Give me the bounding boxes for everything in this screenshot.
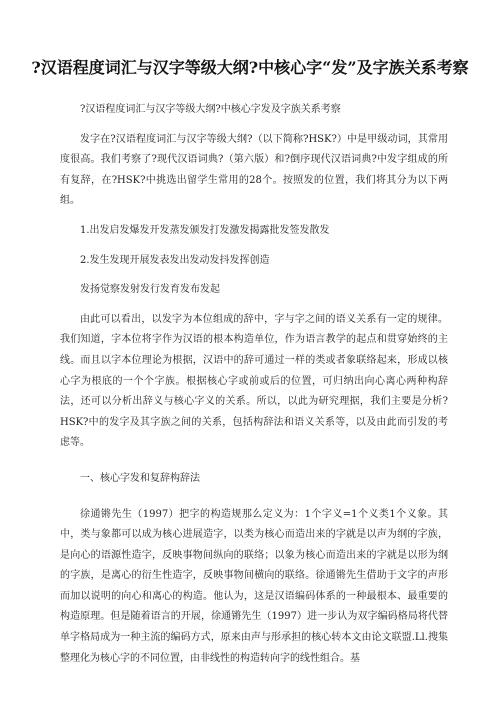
section-heading: 一、核心字发和复辞构辞法 (80, 472, 200, 484)
word-group-extra: 发扬觉察发射发行发育发布发起 (80, 284, 220, 296)
section-paragraph: 徐通锵先生（1997）把字的构造规那么定义为：1个字义=1个义类1个义象。其中，类与象都可以成为核心进展造字，以类为核心而造出来的字就是以声为纲的字族，是向心的语源性造字，反映事物间纵向的联络；以象为核心而造出来的字就是以形为纲的字族，是离心的衍生性造字，反映事物间横向的联络。徐通锵先生借助于文字的声形而加以说明的向心和离心的构造。他认为，这是汉语编码体系的一种最根本、最重要的构造原理。但是随着语言的开展，徐通锵先生（1997）进一步认为双字编码格局将代替单字格局成为一种主流的编码方式，原来由声与形承担的核心转本文由论文联盟.Ll.搜集整理化为核心字的不同位置，由非线性的构造转向字的线性组合。基 (60, 508, 448, 664)
word-group-1: 1.出发启发爆发开发蒸发颁发打发激发揭露批发签发散发 (80, 224, 330, 236)
intro-paragraph: 发字在?汉语程度词汇与汉字等级大纲?（以下简称?HSK?）中是甲级动词，其常用度很高。我们考察了?现代汉语词典?（第六版）和?倒序现代汉语词典?中发字组成的所有复辞，在?HSK?中挑选出留学生常用的28个。按照发的位置，我们将其分为以下两组。 (60, 133, 448, 207)
word-group-2: 2.发生发现开展发表发出发动发抖发挥创造 (80, 254, 270, 266)
document-title: ?汉语程度词汇与汉字等级大纲?中核心字“发”及字族关系考察 (31, 58, 469, 77)
document-subtitle: ?汉语程度词汇与汉字等级大纲?中核心字发及字族关系考察 (80, 104, 341, 115)
analysis-paragraph: 由此可以看出，以发字为本位组成的辞中，字与字之间的语义关系有一定的规律。我们知道，字本位将字作为汉语的根本构造单位，作为语言教学的起点和贯穿始终的主线。而且以字本位理论为根据，汉语中的辞可通过一样的类或者象联络起来，形成以核心字为根底的一个个字族。根据核心字或前或后的位置，可归纳出向心离心两种构辞法，还可以分析出辞义与核心字义的关系。所以，以此为研究理据，我们主要是分析?HSK?中的发字及其字族之间的关系，包括构辞法和语义关系等，以及由此而引发的考虑等。 (60, 313, 448, 449)
document-body (60, 100, 448, 669)
